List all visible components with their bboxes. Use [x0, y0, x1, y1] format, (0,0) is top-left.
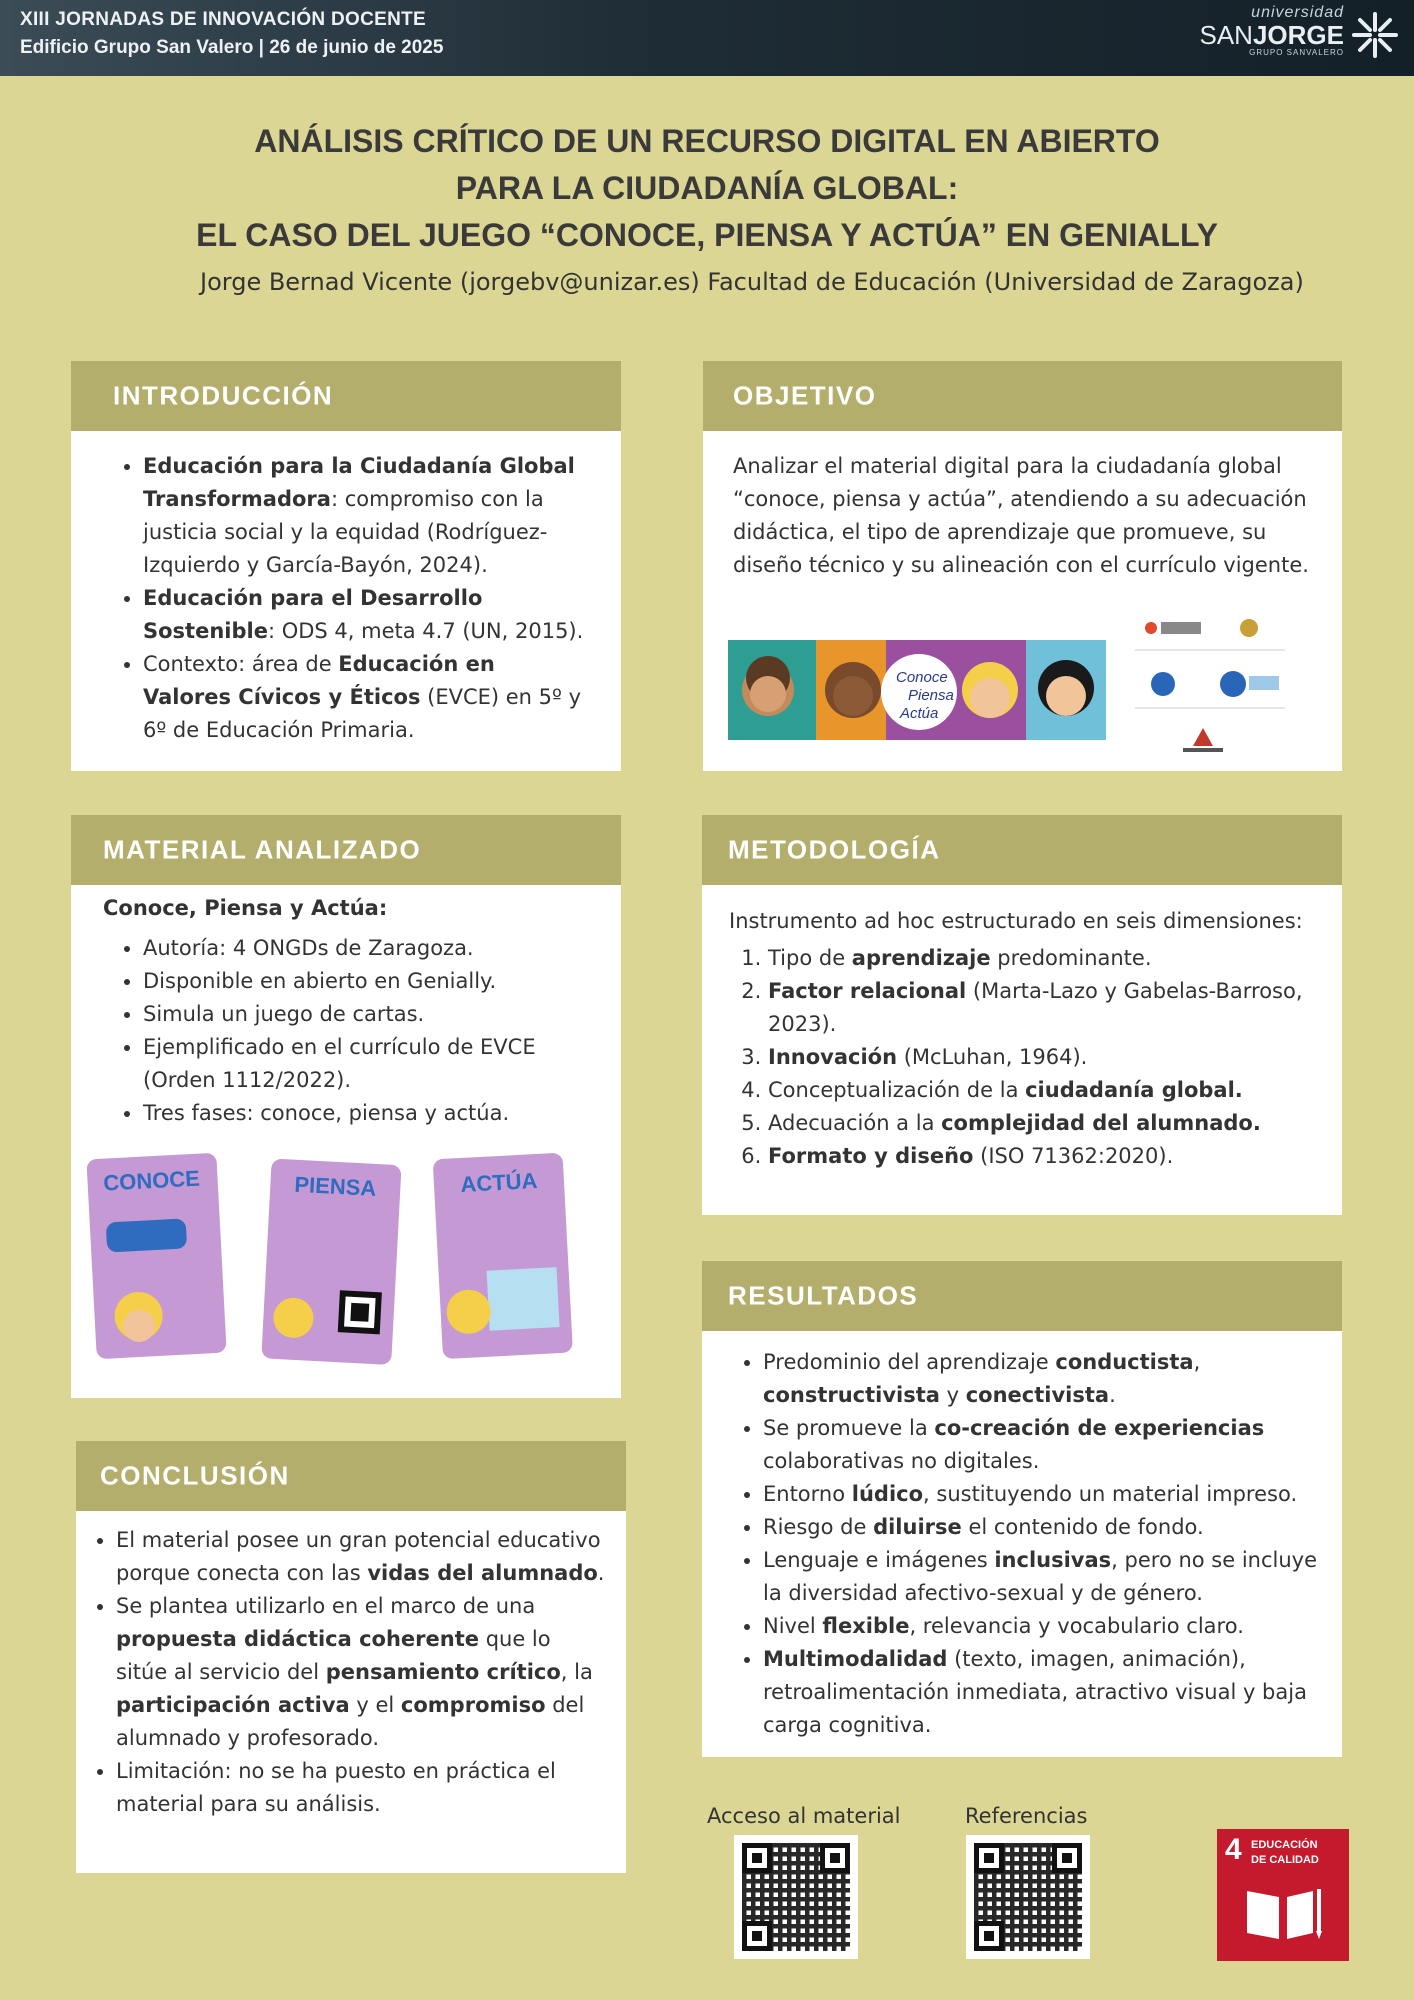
metodologia-list: [728, 942, 1308, 1173]
list-item: • Limitación: no se ha puesto en práctica el material para su análisis.: [116, 1755, 608, 1821]
metodologia-intro: Instrumento ad hoc estructurado en seis dimensiones:: [729, 909, 1303, 933]
list-item: • Se promueve la co-creación de experiencias colaborativas no digitales.: [763, 1412, 1335, 1478]
qr-referencias-label: Referencias: [965, 1804, 1088, 1828]
list-item: • Multimodalidad (texto, imagen, animación), retroalimentación inmediata, atractivo visual y baja carga cognitiva.: [763, 1643, 1335, 1742]
material-heading: MATERIAL ANALIZADO: [71, 815, 621, 885]
objetivo-heading: OBJETIVO: [703, 361, 1342, 431]
resultados-heading: RESULTADOS: [702, 1261, 1342, 1331]
list-item: • El material posee un gran potencial educativo porque conecta con las vidas del alumnado.: [116, 1524, 608, 1590]
poster-title: ANÁLISIS CRÍTICO DE UN RECURSO DIGITAL EN ABIERTO PARA LA CIUDADANÍA GLOBAL: EL CASO DEL JUEGO “CONOCE, PIENSA Y ACTÚA” EN GENIALLY: [196, 123, 1218, 253]
list-item: 3. Innovación (McLuhan, 1964).: [768, 1041, 1308, 1074]
svg-text:Piensa: Piensa: [908, 687, 954, 704]
svg-text:Actúa: Actúa: [900, 705, 939, 722]
game-cards-illustration: [86, 1150, 586, 1380]
svg-text:Conoce: Conoce: [896, 669, 948, 686]
intro-body: [115, 450, 585, 747]
list-item: • Simula un juego de cartas.: [143, 998, 575, 1031]
card-piensa-label: PIENSA: [293, 1171, 377, 1201]
open-book-icon: [1243, 1883, 1323, 1943]
event-title: XIII JORNADAS DE INNOVACIÓN DOCENTE: [20, 9, 427, 30]
list-item: • Ejemplificado en el currículo de EVCE (Orden 1112/2022).: [143, 1031, 575, 1097]
event-venue: Edificio Grupo San Valero | 26 de junio de 2025: [20, 37, 444, 58]
intro-heading: INTRODUCCIÓN: [71, 361, 621, 431]
list-item: • Se plantea utilizarlo en el marco de una propuesta didáctica coherente que lo sitúe al servicio del pensamiento crítico, la participación activa y el compromiso del alumnado y profesorado.: [116, 1590, 608, 1755]
resultados-list: [735, 1346, 1335, 1742]
conoce-piensa-actua-banner: [728, 640, 1106, 740]
list-item: • Tres fases: conoce, piensa y actúa.: [143, 1097, 575, 1130]
list-item: • Nivel flexible, relevancia y vocabulario claro.: [763, 1610, 1335, 1643]
list-item: • Riesgo de diluirse el contenido de fondo.: [763, 1511, 1335, 1544]
card-actua-label: ACTÚA: [459, 1168, 539, 1197]
qr-material-code[interactable]: [734, 1835, 858, 1959]
list-item: • Contexto: área de Educación en Valores Cívicos y Éticos (EVCE) en 5º y 6º de Educación Primaria.: [143, 648, 585, 747]
metodologia-heading: METODOLOGÍA: [702, 815, 1342, 885]
sdg4-logo: 4 EDUCACIÓN DE CALIDAD: [1217, 1829, 1349, 1961]
list-item: • Entorno lúdico, sustituyendo un material impreso.: [763, 1478, 1335, 1511]
qr-referencias-code[interactable]: [966, 1835, 1090, 1959]
card-conoce-label: CONOCE: [102, 1165, 201, 1196]
list-item: 2. Factor relacional (Marta-Lazo y Gabelas-Barroso, 2023).: [768, 975, 1308, 1041]
list-item: 5. Adecuación a la complejidad del alumnado.: [768, 1107, 1308, 1140]
top-banner: [0, 0, 1414, 76]
material-list: [115, 932, 575, 1130]
list-item: 4. Conceptualización de la ciudadanía global.: [768, 1074, 1308, 1107]
objetivo-text: Analizar el material digital para la ciudadanía global “conoce, piensa y actúa”, atendiendo a su adecuación didáctica, el tipo de aprendizaje que promueve, su diseño técnico y su alineación con el currículo vigente.: [733, 454, 1309, 577]
list-item: 1. Tipo de aprendizaje predominante.: [768, 942, 1308, 975]
qr-material-label: Acceso al material: [707, 1804, 901, 1828]
list-item: • Educación para el Desarrollo Sostenible: ODS 4, meta 4.7 (UN, 2015).: [143, 582, 585, 648]
list-item: 6. Formato y diseño (ISO 71362:2020).: [768, 1140, 1308, 1173]
list-item: • Predominio del aprendizaje conductista, constructivista y conectivista.: [763, 1346, 1335, 1412]
list-item: • Lenguaje e imágenes inclusivas, pero no se incluye la diversidad afectivo-sexual y de género.: [763, 1544, 1335, 1610]
sponsor-logos: [1135, 608, 1285, 758]
list-item: • Educación para la Ciudadanía Global Transformadora: compromiso con la justicia social y la equidad (Rodríguez-Izquierdo y García-Bayón, 2024).: [143, 450, 585, 582]
list-item: • Autoría: 4 ONGDs de Zaragoza.: [143, 932, 575, 965]
conclusion-list: [88, 1524, 608, 1821]
list-item: • Disponible en abierto en Genially.: [143, 965, 575, 998]
material-subtitle: Conoce, Piensa y Actúa:: [103, 896, 388, 920]
conclusion-heading: CONCLUSIÓN: [76, 1441, 626, 1511]
university-logo: universidad SANJORGE GRUPO SANVALERO: [1199, 4, 1344, 57]
authors-line: Jorge Bernad Vicente (jorgebv@unizar.es) Facultad de Educación (Universidad de Zaragoza): [200, 268, 1304, 296]
star-logo-icon: [1350, 10, 1400, 60]
